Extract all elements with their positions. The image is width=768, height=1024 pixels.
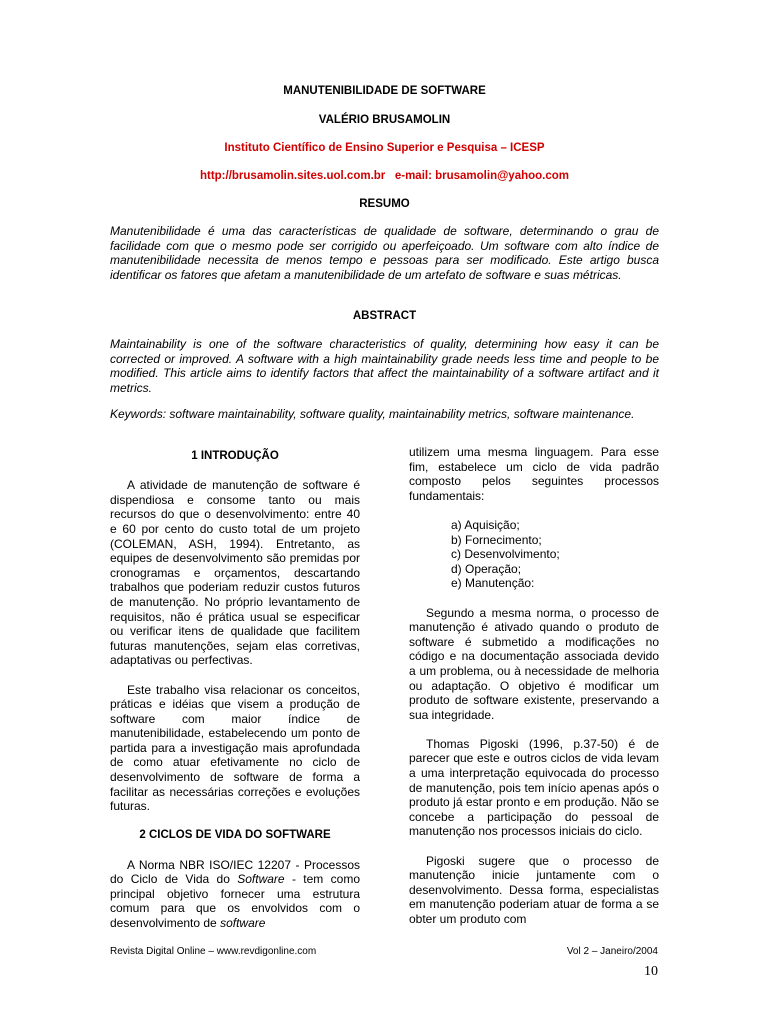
left-column bbox=[110, 449, 360, 945]
institution: Instituto Científico de Ensino Superior e Pesquisa – ICESP bbox=[224, 142, 545, 154]
abstract-text: Maintainability is one of the software characteristics of quality, determining how easy it can be corrected or improved. A software with a high maintainability grade needs less time and people to be modified. This article aims to identify factors that affect the maintainability of a software artifact and it metrics. bbox=[110, 337, 659, 395]
paragraph: Segundo a mesma norma, o processo de manutenção é ativado quando o produto de software é submetido a modificações no código e na documentação associada devido a um problema, ou à necessidade de melhoria ou adaptação. O objetivo é modificar um produto de software existente, preservando a sua integridade. bbox=[409, 605, 659, 722]
list-item: a) Aquisição; bbox=[451, 517, 520, 532]
list-item: c) Desenvolvimento; bbox=[451, 547, 560, 562]
paragraph: A Norma NBR ISO/IEC 12207 - Processos do Ciclo de Vida do Software - tem como principal objetivo fornecer uma estrutura comum para que os envolvidos com o desenvolvimento de software bbox=[110, 857, 360, 930]
list-item: d) Operação; bbox=[451, 561, 522, 576]
list-item: e) Manutenção: bbox=[451, 576, 535, 591]
right-column bbox=[409, 445, 659, 941]
resumo-heading: RESUMO bbox=[359, 198, 410, 210]
process-list bbox=[409, 518, 659, 591]
paragraph: Thomas Pigoski (1996, p.37-50) é de parecer que este e outros ciclos de vida levam a uma interpretação equivocada do processo de manutenção, pois tem início apenas após o produto já estar pronto e em produção. Não se concebe a participação do pessoal de manutenção nos processos iniciais do ciclo. bbox=[409, 736, 659, 839]
paragraph: Este trabalho visa relacionar os conceitos, práticas e idéias que visem a produção de software com maior índice de manutenibilidade, estabelecendo um ponto de partida para a investigação mais aprofundada de como atuar efetivamente no ciclo de desenvolvimento de software de forma a facilitar as necessárias correções e evoluções futuras. bbox=[110, 682, 360, 814]
paragraph: utilizem uma mesma linguagem. Para esse fim, estabelece um ciclo de vida padrão composto pelos seguintes processos fundamentais: bbox=[409, 445, 659, 503]
footer-journal: Revista Digital Online – www.revdigonline.com bbox=[110, 946, 317, 957]
contact-line: http://brusamolin.sites.uol.com.br e-mail: brusamolin@yahoo.com bbox=[199, 170, 570, 182]
author-name: VALÉRIO BRUSAMOLIN bbox=[318, 114, 451, 126]
abstract-heading: ABSTRACT bbox=[352, 310, 417, 322]
section-heading-introducao: 1 INTRODUÇÃO bbox=[191, 450, 279, 462]
keywords: Keywords: software maintainability, software quality, maintainability metrics, software maintenance. bbox=[110, 407, 635, 421]
section-heading-ciclos: 2 CICLOS DE VIDA DO SOFTWARE bbox=[139, 829, 331, 842]
footer-volume: Vol 2 – Janeiro/2004 bbox=[566, 946, 658, 957]
page-number: 10 bbox=[644, 964, 658, 979]
paragraph: A atividade de manutenção de software é dispendiosa e consome tanto ou mais recursos do que o desenvolvimento: entre 40 e 60 por cento do custo total de um projeto (COLEMAN, ASH, 1994). Entretanto, as equipes de desenvolvimento são premidas por cronogramas e orçamentos, descartando trabalhos que poderiam reduzir custos futuros de manutenção. No próprio levantamento de requisitos, não é prática usual se especificar ou verificar itens de qualidade que facilitem futuras manutenções, sejam elas corretivas, adaptativas ou perfectivas. bbox=[110, 478, 360, 668]
paper-title: MANUTENIBILIDADE DE SOFTWARE bbox=[283, 85, 486, 97]
paragraph: Pigoski sugere que o processo de manutenção inicie juntamente com o desenvolvimento. Dessa forma, especialistas em manutenção poderiam atuar de forma a se obter um produto com bbox=[409, 853, 659, 926]
resumo-text: Manutenibilidade é uma das características de qualidade de software, determinando o grau de facilidade com que o mesmo pode ser corrigido ou aperfeiçoado. Um software com alto índice de manutenibilidade necessita de menos tempo e pessoas para ser modificado. Este artigo busca identificar os fatores que afetam a manutenibilidade de um artefato de software e suas métricas. bbox=[110, 224, 659, 282]
list-item: b) Fornecimento; bbox=[451, 532, 542, 547]
